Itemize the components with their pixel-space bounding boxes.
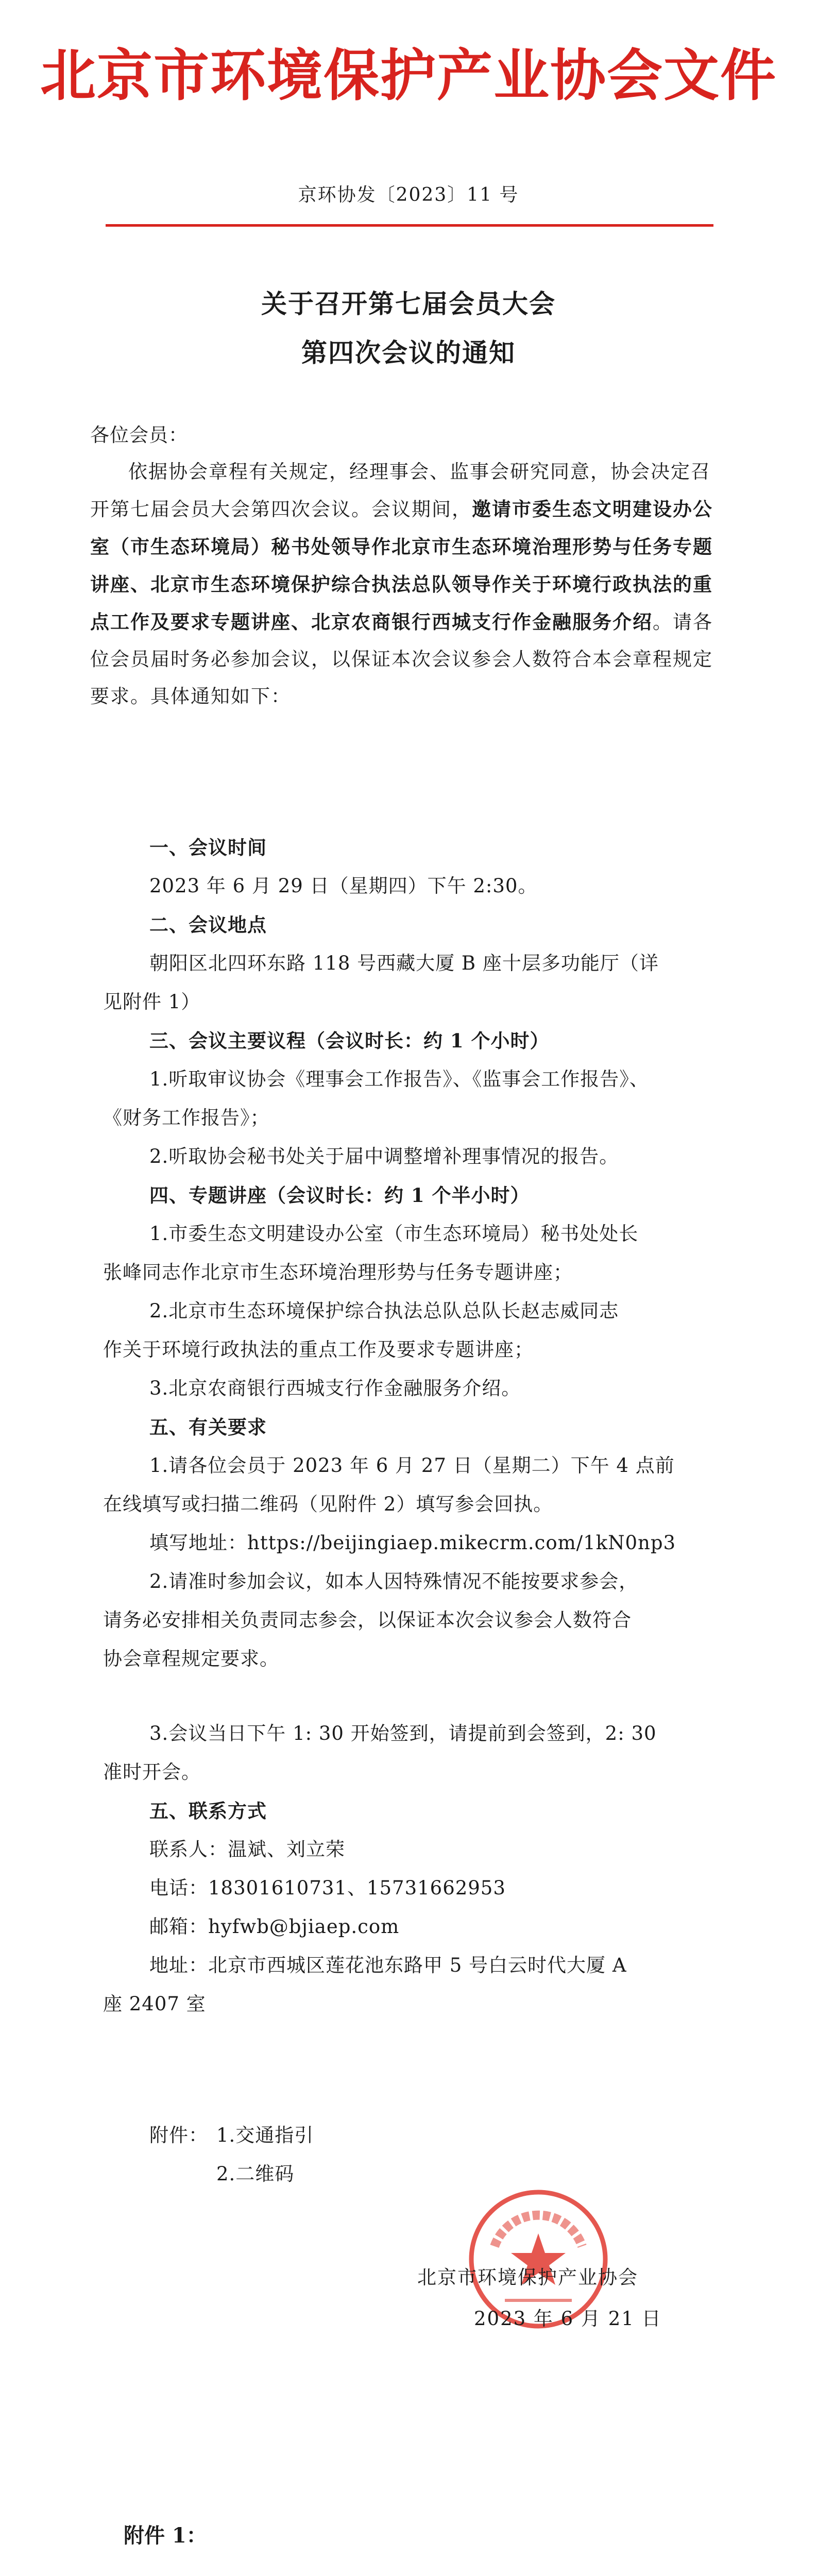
section-1-line: 2023 年 6 月 29 日（星期四）下午 2:30。 — [149, 875, 538, 897]
attachments-label: 附件： — [149, 2124, 208, 2146]
section-6-heading: 五、联系方式 — [149, 1800, 267, 1822]
contact-email[interactable]: 邮箱：hyfwb@bjiaep.com — [149, 1916, 400, 1938]
section-2-line: 见附件 1） — [103, 991, 201, 1013]
attachment-item: 1.交通指引 — [216, 2124, 314, 2146]
contact-person: 联系人：温斌、刘立荣 — [149, 1838, 345, 1860]
section-3-item: 2.听取协会秘书处关于届中调整增补理事情况的报告。 — [149, 1145, 619, 1167]
contact-phone: 电话：18301610731、15731662953 — [149, 1877, 506, 1899]
section-4-item: 作关于环境行政执法的重点工作及要求专题讲座； — [103, 1338, 534, 1361]
intro-paragraph — [90, 453, 724, 715]
section-4-item: 张峰同志作北京市生态环境治理形势与任务专题讲座； — [103, 1261, 573, 1283]
section-5-item: 3.会议当日下午 1: 30 开始签到，请提前到会签到，2: 30 — [149, 1722, 657, 1744]
section-1-heading: 一、会议时间 — [149, 836, 267, 859]
section-5-url[interactable]: 填写地址：https://beijingiaep.mikecrm.com/1kN0np3 — [149, 1532, 676, 1554]
signature-org: 北京市环境保护产业协会 — [417, 2266, 638, 2289]
intro-text-a: 依据协会章程有关规定，经理事会、监事会研究同意，协会决定召开第七届会员大会第四次会议。会议期间， — [90, 461, 711, 520]
section-5-heading: 五、有关要求 — [149, 1416, 267, 1438]
attachment-1-label: 附件 1： — [124, 2523, 207, 2548]
signature-date: 2023 年 6 月 21 日 — [474, 2308, 662, 2330]
contact-address: 地址：北京市西城区莲花池东路甲 5 号白云时代大厦 A — [149, 1954, 627, 1976]
section-5-item: 1.请各位会员于 2023 年 6 月 27 日（星期二）下午 4 点前 — [149, 1454, 675, 1477]
notice-title-line-1: 关于召开第七届会员大会 — [261, 289, 556, 319]
intro-text-bold: 邀请市委生态文明建设办公室（市生态环境局）秘书处领导作北京市生态环境治理形势与任务专题讲座、北京市生态环境保护综合执法总队领导作关于环境行政执法的重点工作及要求专题讲座、北京农商银行西城支行作金融服务介绍 — [90, 498, 713, 633]
section-3-item: 1.听取审议协会《理事会工作报告》、《监事会工作报告》、 — [149, 1068, 649, 1090]
document-number: 京环协发〔2023〕11 号 — [298, 184, 519, 206]
attachment-item: 2.二维码 — [216, 2163, 295, 2185]
salutation: 各位会员： — [90, 424, 188, 446]
section-5-item: 请务必安排相关负责同志参会，以保证本次会议参会人数符合 — [103, 1609, 632, 1631]
section-4-item: 1.市委生态文明建设办公室（市生态环境局）秘书处处长 — [149, 1223, 639, 1245]
section-2-line: 朝阳区北四环东路 118 号西藏大厦 B 座十层多功能厅（详 — [149, 952, 659, 974]
section-5-item: 2.请准时参加会议，如本人因特殊情况不能按要求参会， — [149, 1570, 639, 1592]
section-4-heading: 四、专题讲座（会议时长：约 1 个半小时） — [149, 1184, 530, 1207]
section-4-item: 2.北京市生态环境保护综合执法总队总队长赵志威同志 — [149, 1300, 619, 1322]
section-5-item: 协会章程规定要求。 — [103, 1648, 279, 1670]
section-5-item: 准时开会。 — [103, 1761, 201, 1783]
section-3-item: 《财务工作报告》； — [103, 1107, 270, 1129]
red-divider — [106, 224, 713, 227]
section-2-heading: 二、会议地点 — [149, 913, 267, 936]
section-3-heading: 三、会议主要议程（会议时长：约 1 个小时） — [149, 1029, 550, 1052]
contact-address: 座 2407 室 — [103, 1993, 206, 2015]
intro-text-c: 。请各位会员届时务必参加会议，以保证本次会议参会人数符合本会章程规定要求。具体通知如下： — [90, 611, 713, 707]
section-4-item: 3.北京农商银行西城支行作金融服务介绍。 — [149, 1377, 521, 1399]
section-5-item: 在线填写或扫描二维码（见附件 2）填写参会回执。 — [103, 1493, 553, 1515]
notice-title-line-2: 第四次会议的通知 — [301, 337, 516, 368]
org-document-title: 北京市环境保护产业协会文件 — [40, 44, 777, 108]
